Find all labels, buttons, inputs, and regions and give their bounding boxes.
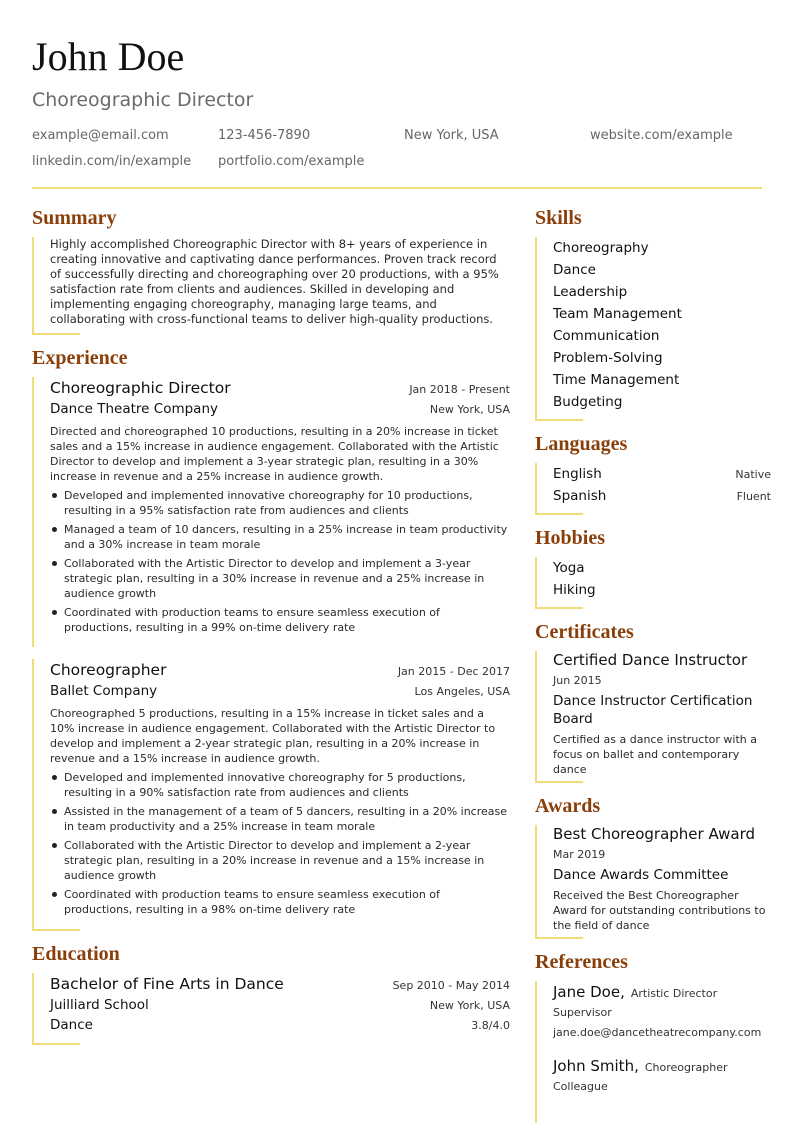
list-item: Developed and implemented innovative choreography for 5 productions, resulting in a 90% satisfaction rate from audiences and clients <box>50 770 510 800</box>
language-row <box>553 485 771 507</box>
education-field: Dance <box>50 1017 93 1033</box>
experience-section <box>32 345 510 931</box>
sidebar-column <box>535 205 771 1123</box>
list-item: Managed a team of 10 dancers, resulting in a 25% increase in team productivity and a 30% increase in team morale <box>50 522 510 552</box>
experience-job-1 <box>32 377 510 647</box>
list-item: Collaborated with the Artistic Director to develop and implement a 3-year strategic plan, resulting in a 30% increase in revenue and a 25% increase in audience growth <box>50 556 510 601</box>
skill-item: Choreography <box>553 240 649 256</box>
job-company: Dance Theatre Company <box>50 401 218 417</box>
award-issuer: Dance Awards Committee <box>553 867 729 883</box>
section-divider <box>535 419 583 421</box>
hobbies-section <box>535 525 771 609</box>
list-item: Coordinated with production teams to ensure seamless execution of productions, resulting in a 98% on-time delivery rate <box>50 887 510 917</box>
job-date: Jan 2015 - Dec 2017 <box>397 665 510 678</box>
section-divider <box>32 1043 80 1045</box>
skill-item: Problem-Solving <box>553 350 663 366</box>
section-divider <box>535 607 583 609</box>
reference-relation: Colleague <box>553 1080 608 1093</box>
education-gpa: 3.8/4.0 <box>471 1019 510 1032</box>
section-divider <box>535 937 583 939</box>
skill-item: Leadership <box>553 284 628 300</box>
education-school: Juilliard School <box>50 997 149 1013</box>
education-date: Sep 2010 - May 2014 <box>392 979 510 992</box>
certificates-body <box>535 651 771 781</box>
certificate-date: Jun 2015 <box>553 674 602 687</box>
awards-heading: Awards <box>535 795 601 817</box>
skill-item: Team Management <box>553 306 682 322</box>
language-name: Spanish <box>553 488 607 504</box>
header-divider <box>32 187 762 189</box>
contact-linkedin[interactable]: linkedin.com/in/example <box>32 154 192 169</box>
language-level: Fluent <box>736 490 771 503</box>
skills-heading: Skills <box>535 207 582 229</box>
hobbies-heading: Hobbies <box>535 527 606 549</box>
education-degree: Bachelor of Fine Arts in Dance <box>50 975 284 993</box>
job-bullets <box>50 488 510 635</box>
section-divider <box>535 781 583 783</box>
experience-job-2 <box>32 659 510 929</box>
section-divider <box>535 513 583 515</box>
languages-heading: Languages <box>535 433 628 455</box>
reference-email[interactable]: jane.doe@dancetheatrecompany.com <box>553 1026 762 1039</box>
job-role: Choreographer <box>50 661 167 679</box>
summary-text: Highly accomplished Choreographic Director with 8+ years of experience in creating innovative and captivating dance performances. Proven track record of successfully directing and choreographing over 20 productions, with a 95% satisfaction rate from clients and audiences. Skilled in developing and implementing engaging choreography, managing large teams, and collaborating with cross-functional teams to deliver high-quality productions. <box>50 237 499 326</box>
reference-name: John Smith, <box>553 1057 639 1075</box>
awards-section <box>535 793 771 939</box>
hobby-item: Yoga <box>553 560 585 576</box>
education-location: New York, USA <box>429 999 510 1012</box>
job-location: New York, USA <box>429 403 510 416</box>
list-item: Collaborated with the Artistic Director to develop and implement a 2-year strategic plan, resulting in a 20% increase in revenue and a 15% increase in audience growth <box>50 838 510 883</box>
list-item: Assisted in the management of a team of 5 dancers, resulting in a 20% increase in team productivity and a 25% increase in team morale <box>50 804 510 834</box>
reference-role: Artistic Director <box>630 987 718 1000</box>
reference-1 <box>535 981 771 1049</box>
hobbies-body <box>535 557 771 607</box>
hobby-item: Hiking <box>553 582 596 598</box>
skill-item: Communication <box>553 328 660 344</box>
certificate-description: Certified as a dance instructor with a focus on ballet and contemporary dance <box>553 733 757 776</box>
contact-email[interactable]: example@email.com <box>32 128 169 143</box>
candidate-title: Choreographic Director <box>32 89 254 111</box>
contact-portfolio[interactable]: portfolio.com/example <box>218 154 365 169</box>
list-item: Coordinated with production teams to ensure seamless execution of productions, resulting in a 99% on-time delivery rate <box>50 605 510 635</box>
job-description: Choreographed 5 productions, resulting in a 15% increase in ticket sales and a 10% increase in audience engagement. Collaborated with the Artistic Director to develop and implement a 2-year strategic plan, resulting in a 20% increase in revenue and a 15% increase in audience growth. <box>50 707 496 765</box>
contact-info <box>32 127 772 171</box>
reference-name: Jane Doe, <box>553 983 625 1001</box>
main-column <box>32 205 510 1045</box>
section-divider <box>32 929 80 931</box>
references-section <box>535 949 771 1123</box>
certificate-issuer: Dance Instructor Certification Board <box>553 693 753 727</box>
reference-2 <box>535 1049 771 1123</box>
reference-role: Choreographer <box>644 1061 728 1074</box>
education-heading: Education <box>32 943 120 965</box>
skills-body <box>535 237 771 419</box>
skill-item: Time Management <box>553 372 680 388</box>
skill-item: Dance <box>553 262 596 278</box>
references-heading: References <box>535 951 628 973</box>
certificates-heading: Certificates <box>535 621 634 643</box>
summary-heading: Summary <box>32 207 117 229</box>
skills-section <box>535 205 771 421</box>
summary-body <box>32 237 510 333</box>
contact-phone[interactable]: 123-456-7890 <box>218 128 311 143</box>
award-name: Best Choreographer Award <box>553 825 755 843</box>
experience-heading: Experience <box>32 347 128 369</box>
language-name: English <box>553 466 602 482</box>
job-company: Ballet Company <box>50 683 158 699</box>
reference-relation: Supervisor <box>553 1006 612 1019</box>
section-divider <box>32 333 80 335</box>
skill-item: Budgeting <box>553 394 623 410</box>
job-description: Directed and choreographed 10 productions, resulting in a 20% increase in ticket sales and a 15% increase in audience engagement. Collaborated with the Artistic Director to develop and implement a 3-year strategic plan, resulting in a 30% increase in revenue and a 25% increase in audience growth. <box>50 425 499 483</box>
summary-section <box>32 205 510 335</box>
list-item: Developed and implemented innovative choreography for 10 productions, resulting in a 95% satisfaction rate from audiences and clients <box>50 488 510 518</box>
certificate-name: Certified Dance Instructor <box>553 651 748 669</box>
candidate-name: John Doe <box>32 34 185 79</box>
award-description: Received the Best Choreographer Award for outstanding contributions to the field of dance <box>553 889 766 932</box>
contact-location: New York, USA <box>404 128 499 143</box>
languages-body <box>535 463 771 513</box>
job-bullets <box>50 770 510 917</box>
certificates-section <box>535 619 771 783</box>
education-body <box>32 973 510 1043</box>
education-section <box>32 941 510 1045</box>
job-date: Jan 2018 - Present <box>409 383 510 396</box>
language-level: Native <box>735 468 771 481</box>
languages-section <box>535 431 771 515</box>
award-date: Mar 2019 <box>553 848 606 861</box>
awards-body <box>535 825 771 937</box>
job-spacer <box>32 647 510 659</box>
contact-website[interactable]: website.com/example <box>590 128 733 143</box>
language-row <box>553 463 771 485</box>
job-location: Los Angeles, USA <box>414 685 510 698</box>
job-role: Choreographic Director <box>50 379 231 397</box>
